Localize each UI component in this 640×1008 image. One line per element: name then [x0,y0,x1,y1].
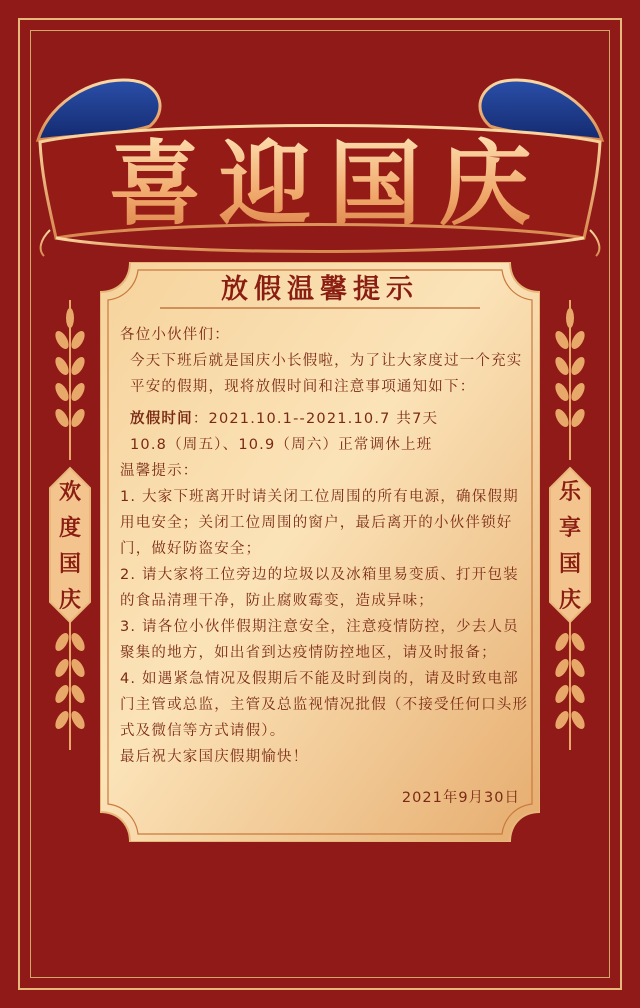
side-char: 国 [558,552,581,577]
right-ornament [548,300,592,760]
side-char: 度 [58,516,81,541]
notice-subtitle: 放假温馨提示 [221,274,419,305]
side-char: 享 [558,516,581,541]
workday-text: 10.8（周五）、10.9（周六）正常调休上班 [130,437,433,453]
tip-item: 4. 如遇紧急情况及假期后不能及时到岗的，请及时致电部门主管或总监，主管及总监视情况批假（不接受任何口头形式及微信等方式请假）。 [120,671,529,739]
left-side-text [48,475,92,619]
closing-text: 最后祝大家国庆假期愉快！ [120,749,309,765]
tip-item: 3. 请各位小伙伴假期注意安全，注意疫情防控，少去人员聚集的地方，如出省到达疫情防控地区，请及时报备； [120,619,519,661]
greeting-text: 各位小伙伴们： [120,327,230,343]
side-char: 庆 [58,588,81,613]
notice-body [120,322,530,770]
holiday-label: 放假时间 [130,411,193,427]
left-ornament [48,300,92,760]
intro-text: 今天下班后就是国庆小长假啦，为了让大家度过一个充实平安的假期，现将放假时间和注意事项通知如下： [130,353,523,395]
side-char: 庆 [558,588,581,613]
side-char: 乐 [558,480,581,505]
tip-item: 2. 请大家将工位旁边的垃圾以及冰箱里易变质、打开包装的食品清理干净，防止腐败霉变，造成异味； [120,567,519,609]
right-side-text [548,475,592,619]
holiday-line [120,406,530,432]
tips-label: 温馨提示： [120,463,199,479]
side-char: 欢 [58,480,81,505]
notice-date: 2021年9月30日 [401,790,520,806]
tip-item: 1. 大家下班离开时请关闭工位周围的所有电源，确保假期用电安全；关闭工位周围的窗户，最后离开的小伙伴锁好门，做好防盗安全； [120,489,519,557]
holiday-value: ：2021.10.1--2021.10.7 共7天 [192,411,439,427]
side-char: 国 [58,552,81,577]
banner-title: 喜迎国庆 [0,130,640,240]
